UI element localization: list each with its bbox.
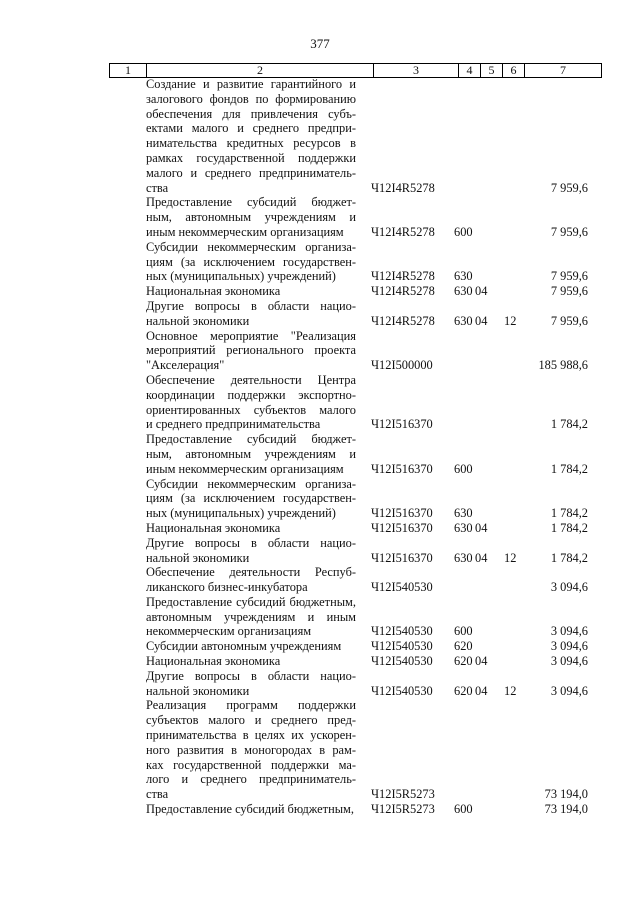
- amount: 7 959,6: [550, 180, 588, 195]
- header-col-7: 7: [560, 63, 566, 77]
- amount: 3 094,6: [550, 624, 588, 639]
- description-line: мероприятий регионального проекта: [146, 343, 356, 358]
- description-line: нальной экономики: [146, 683, 250, 698]
- description-line: Предоставление субсидий бюджет-: [146, 432, 356, 447]
- description-line: циям (за исключением государствен-: [146, 491, 356, 506]
- description-line: нимательства кредитных ресурсов в: [146, 136, 356, 151]
- table-row: [0, 329, 640, 373]
- description-line: нальной экономики: [146, 550, 250, 565]
- row-description: [146, 639, 356, 654]
- description-line: "Акселерация": [146, 358, 225, 373]
- table-row: [0, 639, 640, 654]
- expense-type: 620: [454, 639, 473, 654]
- description-line: Национальная экономика: [146, 654, 281, 669]
- amount: 7 959,6: [550, 284, 588, 299]
- row-description: [146, 802, 356, 817]
- row-description: [146, 536, 356, 566]
- row-description: [146, 432, 356, 476]
- description-line: автономным учреждениям и иным: [146, 609, 356, 624]
- table-row: [0, 477, 640, 521]
- section: 04: [475, 313, 488, 328]
- amount: 7 959,6: [550, 269, 588, 284]
- description-line: ства: [146, 180, 169, 195]
- table-row: [0, 195, 640, 239]
- target-code: Ч12I516370: [371, 461, 433, 476]
- target-code: Ч12I516370: [371, 506, 433, 521]
- amount: 1 784,2: [550, 550, 588, 565]
- row-description: [146, 299, 356, 329]
- row-description: [146, 521, 356, 536]
- header-col-1: 1: [110, 64, 147, 77]
- expense-type: 600: [454, 624, 473, 639]
- section: 04: [475, 654, 488, 669]
- description-line: субъектов малого и среднего пред-: [146, 713, 356, 728]
- description-line: Предоставление субсидий бюджет-: [146, 195, 356, 210]
- amount: 185 988,6: [538, 358, 588, 373]
- target-code: Ч12I4R5278: [371, 313, 435, 328]
- description-line: нальной экономики: [146, 313, 250, 328]
- row-description: [146, 565, 356, 595]
- expense-type: 630: [454, 269, 473, 284]
- description-line: Предоставление субсидий бюджетным,: [146, 594, 356, 609]
- table-row: [0, 284, 640, 299]
- table-header: [109, 63, 602, 78]
- row-description: [146, 669, 356, 699]
- target-code: Ч12I5R5273: [371, 802, 435, 817]
- amount: 3 094,6: [550, 683, 588, 698]
- amount: 1 784,2: [550, 506, 588, 521]
- amount: 1 784,2: [550, 417, 588, 432]
- amount: 7 959,6: [550, 224, 588, 239]
- target-code: Ч12I4R5278: [371, 180, 435, 195]
- description-line: Создание и развитие гарантийного и: [146, 77, 356, 91]
- expense-type: 630: [454, 506, 473, 521]
- row-description: [146, 373, 356, 432]
- description-line: Предоставление субсидий бюджетным,: [146, 802, 354, 817]
- target-code: Ч12I540530: [371, 624, 433, 639]
- description-line: ориентированных субъектов малого: [146, 402, 356, 417]
- description-line: Основное мероприятие "Реализация: [146, 328, 356, 343]
- section: 04: [475, 550, 488, 565]
- amount: 3 094,6: [550, 654, 588, 669]
- section: 04: [475, 284, 488, 299]
- target-code: Ч12I516370: [371, 550, 433, 565]
- table-row: [0, 802, 640, 817]
- section: 04: [475, 520, 488, 535]
- table-row: [0, 654, 640, 669]
- expense-type: 630: [454, 520, 473, 535]
- table-row: [0, 521, 640, 536]
- section: 04: [475, 683, 488, 698]
- description-line: лого и среднего предприниматель-: [146, 772, 356, 787]
- expense-type: 630: [454, 313, 473, 328]
- description-line: Обеспечение деятельности Респуб-: [146, 565, 356, 580]
- table-row: [0, 299, 640, 329]
- header-col-5: 5: [481, 64, 503, 77]
- table-row: [0, 536, 640, 566]
- expense-type: 630: [454, 550, 473, 565]
- description-line: Национальная экономика: [146, 520, 281, 535]
- amount: 3 094,6: [550, 639, 588, 654]
- description-line: координации поддержки экспортно-: [146, 387, 356, 402]
- description-line: ства: [146, 787, 169, 802]
- description-line: Другие вопросы в области нацио-: [146, 668, 356, 683]
- table-row: [0, 240, 640, 284]
- description-line: иным некоммерческим организациям: [146, 224, 344, 239]
- row-description: [146, 329, 356, 373]
- expense-type: 600: [454, 224, 473, 239]
- description-line: ных (муниципальных) учреждений): [146, 506, 336, 521]
- description-line: Обеспечение деятельности Центра: [146, 372, 356, 387]
- amount: 73 194,0: [544, 787, 588, 802]
- table-row: [0, 698, 640, 802]
- description-line: малого и среднего предприниматель-: [146, 165, 356, 180]
- table-row: [0, 77, 640, 195]
- expense-type: 620: [454, 654, 473, 669]
- table-row: [0, 595, 640, 639]
- subsection: 12: [504, 550, 517, 565]
- row-description: [146, 77, 356, 195]
- description-line: Субсидии некоммерческим организа-: [146, 476, 356, 491]
- amount: 1 784,2: [550, 461, 588, 476]
- amount: 7 959,6: [550, 313, 588, 328]
- target-code: Ч12I516370: [371, 417, 433, 432]
- target-code: Ч12I4R5278: [371, 284, 435, 299]
- target-code: Ч12I540530: [371, 639, 433, 654]
- target-code: Ч12I4R5278: [371, 269, 435, 284]
- description-line: ным, автономным учреждениям и: [146, 446, 356, 461]
- table-body: [0, 77, 640, 817]
- target-code: Ч12I500000: [371, 358, 433, 373]
- description-line: ектами малого и среднего предпри-: [146, 121, 356, 136]
- description-line: некоммерческим организациям: [146, 624, 312, 639]
- expense-type: 600: [454, 802, 473, 817]
- description-line: рамках государственной поддержки: [146, 150, 356, 165]
- amount: 1 784,2: [550, 520, 588, 535]
- row-description: [146, 284, 356, 299]
- amount: 3 094,6: [550, 580, 588, 595]
- description-line: Национальная экономика: [146, 284, 281, 299]
- description-line: Реализация программ поддержки: [146, 698, 356, 713]
- page-number: 377: [310, 36, 330, 51]
- description-line: ных (муниципальных) учреждений): [146, 269, 336, 284]
- description-line: залогового фондов по формированию: [146, 91, 356, 106]
- target-code: Ч12I4R5278: [371, 224, 435, 239]
- header-col-3: 3: [374, 64, 459, 77]
- header-col-2: 2: [147, 64, 374, 77]
- description-line: Субсидии автономным учреждениям: [146, 639, 342, 654]
- expense-type: 600: [454, 461, 473, 476]
- table-row: [0, 669, 640, 699]
- target-code: Ч12I516370: [371, 520, 433, 535]
- row-description: [146, 654, 356, 669]
- table-row: [0, 373, 640, 432]
- description-line: Другие вопросы в области нацио-: [146, 535, 356, 550]
- description-line: Другие вопросы в области нацио-: [146, 298, 356, 313]
- target-code: Ч12I5R5273: [371, 787, 435, 802]
- description-line: ликанского бизнес-инкубатора: [146, 580, 308, 595]
- expense-type: 620: [454, 683, 473, 698]
- description-line: обеспечения для привлечения субъ-: [146, 106, 356, 121]
- row-description: [146, 595, 356, 639]
- description-line: принимательства в целях их ускорен-: [146, 728, 356, 743]
- description-line: ках государственной поддержки ма-: [146, 757, 356, 772]
- target-code: Ч12I540530: [371, 654, 433, 669]
- row-description: [146, 195, 356, 239]
- description-line: ного развития в моногородах в рам-: [146, 742, 356, 757]
- subsection: 12: [504, 313, 517, 328]
- description-line: ным, автономным учреждениям и: [146, 210, 356, 225]
- subsection: 12: [504, 683, 517, 698]
- table-row: [0, 432, 640, 476]
- description-line: Субсидии некоммерческим организа-: [146, 239, 356, 254]
- description-line: и среднего предпринимательства: [146, 417, 321, 432]
- target-code: Ч12I540530: [371, 580, 433, 595]
- header-col-6: 6: [503, 64, 525, 77]
- target-code: Ч12I540530: [371, 683, 433, 698]
- description-line: циям (за исключением государствен-: [146, 254, 356, 269]
- row-description: [146, 477, 356, 521]
- row-description: [146, 240, 356, 284]
- header-col-4: 4: [459, 64, 481, 77]
- amount: 73 194,0: [544, 802, 588, 817]
- expense-type: 630: [454, 284, 473, 299]
- table-row: [0, 565, 640, 595]
- description-line: иным некоммерческим организациям: [146, 461, 344, 476]
- row-description: [146, 698, 356, 802]
